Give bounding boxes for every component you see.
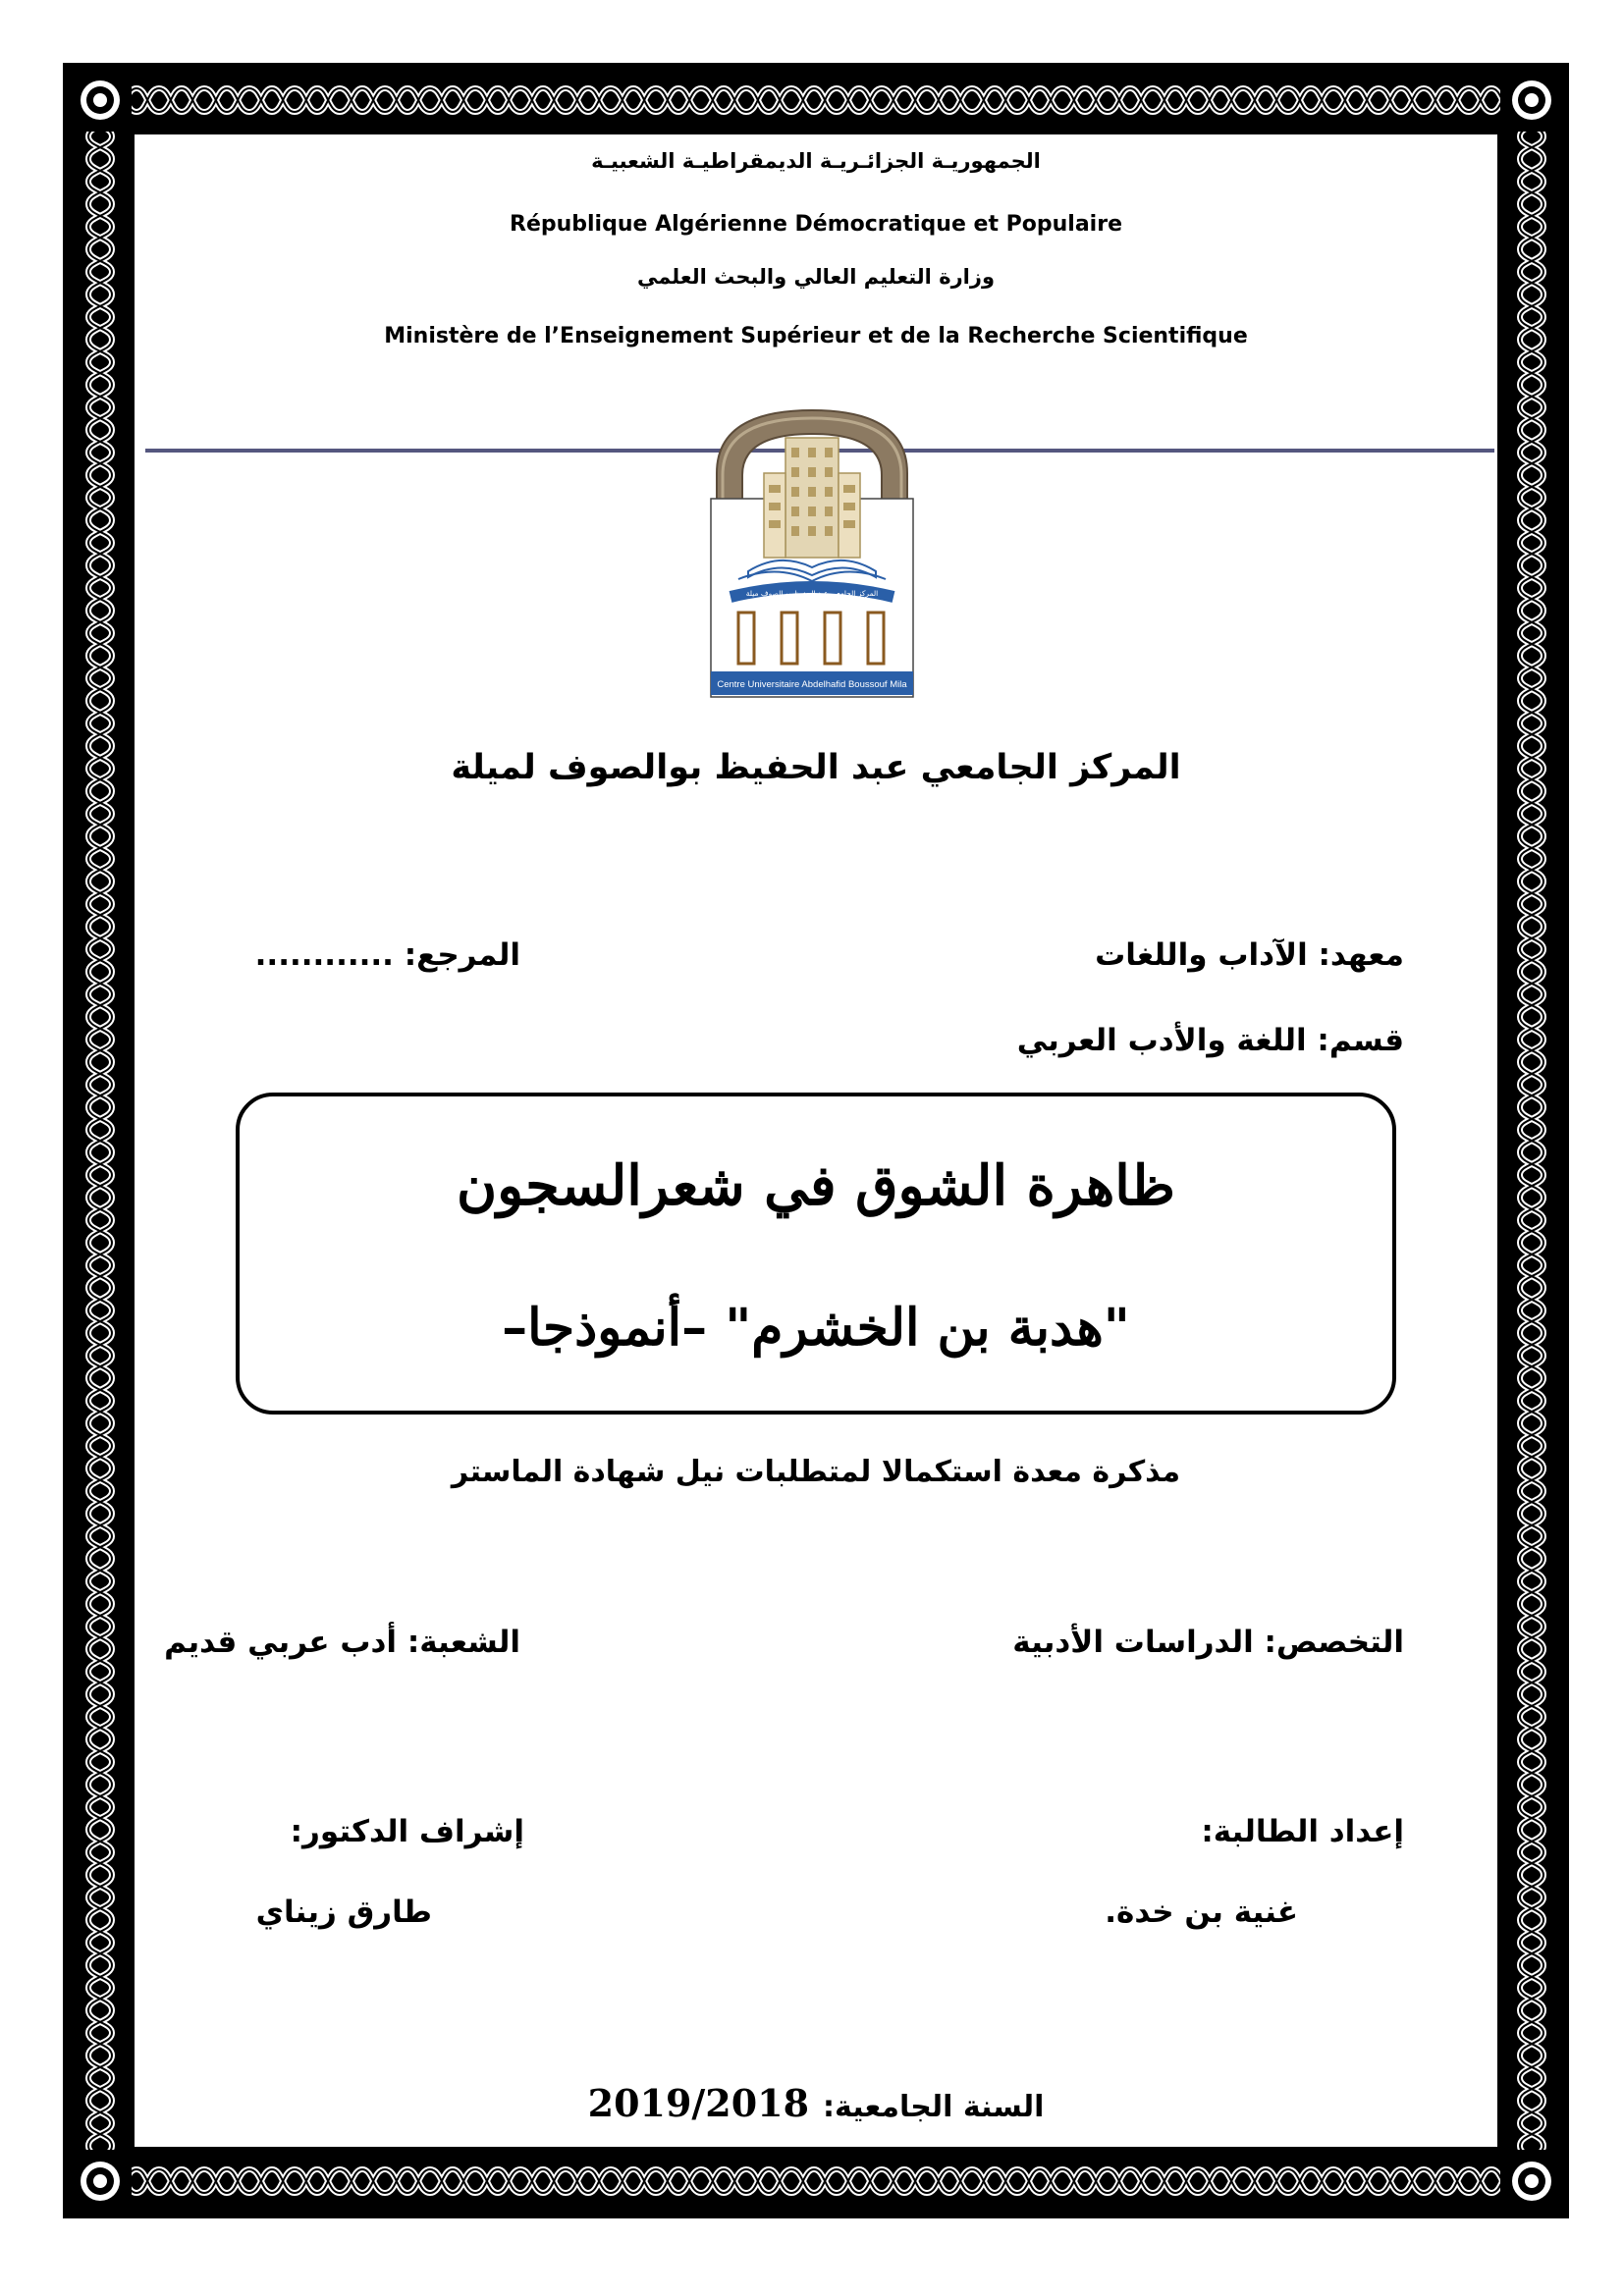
frame-corner-ornament (69, 2150, 132, 2213)
memo-statement: مذكرة معدة استكمالا لمتطلبات نيل شهادة الماستر (451, 1455, 1181, 1489)
supervisor-label: إشراف الدكتور: (290, 1814, 524, 1849)
academic-year-value: 2019/2018 (587, 2081, 810, 2125)
frame-corner-ornament (1500, 69, 1563, 132)
frame-band-left (69, 69, 132, 2213)
thesis-title-box (236, 1093, 1396, 1415)
thesis-subtitle: "هدبة بن الخشرم" –أنموذجا– (502, 1298, 1130, 1358)
prepared-by-label: إعداد الطالبة: (1201, 1814, 1404, 1849)
frame-band-top (69, 69, 1563, 132)
ministry-name-arabic: وزارة التعليم العالي والبحث العلمي (636, 265, 996, 289)
republic-name-french: République Algérienne Démocratique et Populaire (510, 212, 1122, 237)
university-name: المركز الجامعي عبد الحفيظ بوالصوف لميلة (451, 748, 1181, 787)
department-label: قسم: اللغة والأدب العربي (1016, 1023, 1404, 1058)
thesis-title: ظاهرة الشوق في شعرالسجون (457, 1153, 1175, 1218)
frame-corner-ornament (69, 69, 132, 132)
frame-band-bottom (69, 2150, 1563, 2213)
student-name: غنية بن خدة. (1105, 1895, 1298, 1930)
specialty-label: التخصص: الدراسات الأدبية (1012, 1625, 1404, 1660)
academic-year-label: السنة الجامعية: (823, 2090, 1045, 2124)
republic-name-arabic: الجمهوريـة الجزائـريـة الديمقراطيـة الشعبيـة (591, 149, 1041, 173)
university-logo (709, 404, 915, 699)
logo-french-caption: Centre Universitaire Abdelhafid Boussouf Mila (717, 679, 907, 690)
frame-band-right (1500, 69, 1563, 2213)
reference-label: المرجع: ............ (254, 937, 520, 973)
frame-corner-ornament (1500, 2150, 1563, 2213)
supervisor-name: طارق زيناي (255, 1895, 432, 1930)
ministry-name-french: Ministère de l’Enseignement Supérieur et de la Recherche Scientifique (384, 324, 1248, 348)
branch-label: الشعبة: أدب عربي قديم (164, 1625, 520, 1660)
academic-year-line (132, 2081, 1500, 2125)
institute-label: معهد: الآداب واللغات (1095, 937, 1404, 973)
logo-arabic-caption: المركز الجامعي عبد الحفيظ بو الصوف ميلة (745, 589, 879, 598)
